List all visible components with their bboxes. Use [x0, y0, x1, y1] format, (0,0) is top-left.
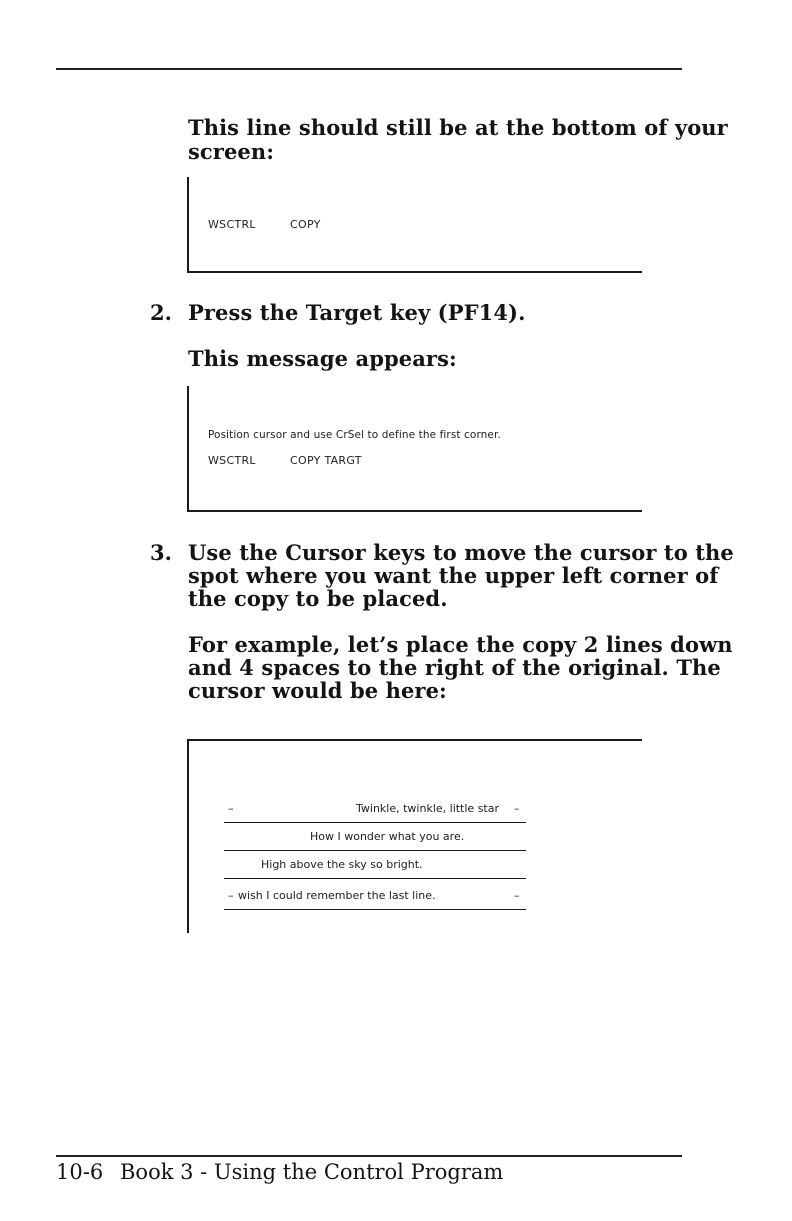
screen2-cmd-wsctrl: WSCTRL [208, 454, 256, 467]
screen-example-2 [187, 386, 642, 512]
intro-line-1: This line should still be at the bottom of your [188, 115, 728, 140]
footer-title: Book 3 - Using the Control Program [120, 1160, 504, 1184]
screen2-message: Position cursor and use CrSel to define the first corner. [208, 429, 501, 441]
step-2-message-intro: This message appears: [188, 346, 457, 371]
poem-row-text: wish I could remember the last line. [238, 889, 436, 902]
step-3-number: 3. [150, 540, 172, 565]
footer-page-number: 10-6 [56, 1160, 104, 1184]
footer-rule [56, 1155, 682, 1157]
example-line-3: cursor would be here: [188, 678, 447, 703]
poem-row [224, 801, 526, 823]
screen1-cmd-wsctrl: WSCTRL [208, 218, 256, 231]
step-3-line-1: Use the Cursor keys to move the cursor to the [188, 540, 734, 565]
example-line-1: For example, let’s place the copy 2 lines down [188, 632, 733, 657]
poem-row-text: How I wonder what you are. [310, 830, 465, 843]
poem-row-text: Twinkle, twinkle, little star [356, 802, 499, 815]
poem-row-right-marker: – [514, 802, 520, 815]
intro-line-2: screen: [188, 139, 275, 164]
poem-row [224, 829, 526, 851]
poem-row-right-marker: – [514, 889, 520, 902]
poem-row-left-marker: – [228, 802, 234, 815]
poem-row [224, 888, 526, 910]
step-2-text: Press the Target key (PF14). [188, 300, 526, 325]
poem-row-text: High above the sky so bright. [261, 858, 423, 871]
step-3-line-3: the copy to be placed. [188, 586, 448, 611]
screen2-cmd-copy-targt: COPY TARGT [290, 454, 362, 467]
poem-row [224, 857, 526, 879]
screen1-cmd-copy: COPY [290, 218, 321, 231]
step-3-line-2: spot where you want the upper left corner of [188, 563, 719, 588]
step-2-number: 2. [150, 300, 172, 325]
poem-row-left-marker: – [228, 889, 234, 902]
header-rule [56, 68, 682, 70]
example-line-2: and 4 spaces to the right of the original. The [188, 655, 721, 680]
